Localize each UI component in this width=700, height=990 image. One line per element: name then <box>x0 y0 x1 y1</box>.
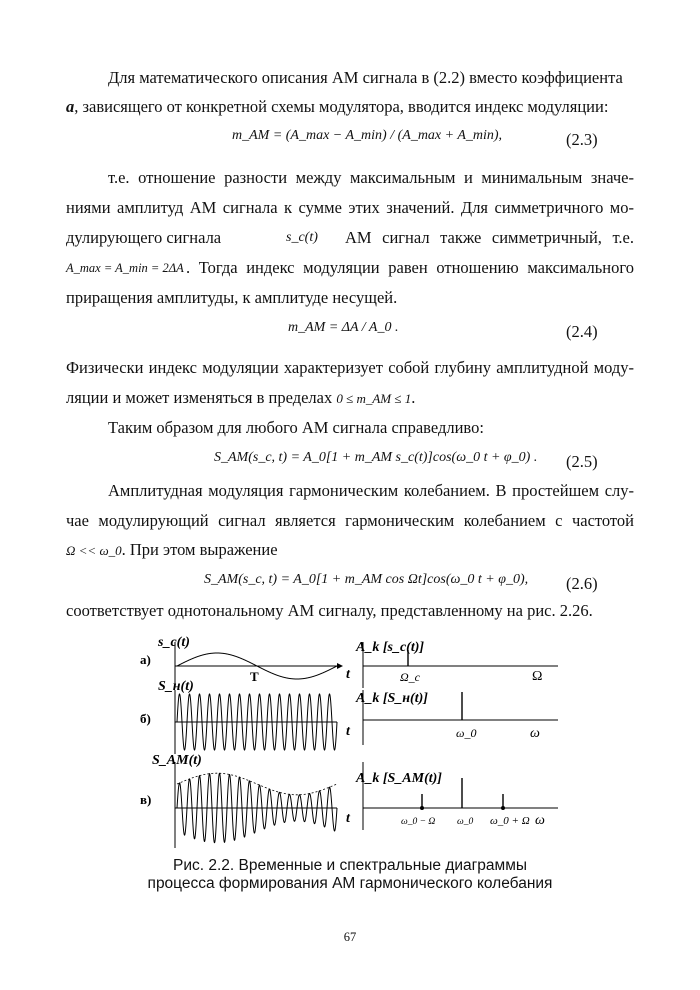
row-c-t-label: t <box>346 811 350 826</box>
equation-2-6-number: (2.6) <box>566 574 598 593</box>
page-number: 67 <box>343 930 357 944</box>
equation-2-3: m_AM = (A_max − A_min) / (A_max + A_min), <box>232 128 503 143</box>
row-b-label: б) <box>140 711 151 726</box>
paragraph-2-line-2: ниями амплитуд АМ сигнала к сумме этих значений. Для симметричного мо- <box>66 198 634 217</box>
paragraph-5-line-1: Амплитудная модуляция гармоническим колебанием. В простейшем слу- <box>108 481 634 500</box>
paragraph-5-line-2: чае модулирующий сигнал является гармоническим колебанием с частотой <box>66 511 634 530</box>
paragraph-3-line-2-end: . <box>411 388 416 407</box>
row-a-time-arrow <box>337 663 343 669</box>
modulation-range: 0 ≤ m_AM ≤ 1 <box>336 391 412 406</box>
equation-2-5-number: (2.5) <box>566 452 598 471</box>
row-c-spec-mark-upper: ω_0 + Ω <box>490 815 530 827</box>
row-c-upper-dot <box>501 806 505 810</box>
equation-2-3-number: (2.3) <box>566 130 598 149</box>
row-b-spec-ylabel: A_k [S_н(t)] <box>356 691 428 706</box>
row-c-label: в) <box>140 792 152 807</box>
row-a-spec-mark: Ω_c <box>400 670 421 684</box>
row-a-period-label: T <box>250 669 259 684</box>
frequency-condition: Ω << ω_0 <box>66 543 122 558</box>
equation-2-4-number: (2.4) <box>566 322 598 341</box>
row-a-time-ylabel: s_c(t) <box>158 635 190 650</box>
row-c-spec-axis-label: ω <box>535 813 545 828</box>
row-b-time-ylabel: S_н(t) <box>158 679 194 694</box>
row-c-spec-ylabel: A_k [S_AM(t)] <box>356 771 442 786</box>
equation-2-6: S_AM(s_c, t) = A_0[1 + m_AM cos Ωt]cos(ω_0 t + φ_0), <box>204 572 529 587</box>
row-a <box>140 635 558 688</box>
paragraph-3-line-2-text: ляции и может изменяться в пределах <box>66 388 333 407</box>
figure-caption-line-1: Рис. 2.2. Временные и спектральные диаграммы <box>172 857 527 874</box>
row-a-label: а) <box>140 652 151 667</box>
amplitude-equality: A_max = A_min = 2ΔA <box>66 261 184 275</box>
paragraph-2-line-4: . Тогда индекс модуляции равен отношению максимального <box>186 258 634 277</box>
paragraph-4-line-1: Таким образом для любого АМ сигнала справедливо: <box>108 418 484 437</box>
row-c-lower-dot <box>420 806 424 810</box>
paragraph-3-line-1: Физически индекс модуляции характеризует собой глубину амплитудной моду- <box>66 358 634 377</box>
row-c-time-ylabel: S_AM(t) <box>152 753 202 768</box>
row-c <box>140 753 558 848</box>
paragraph-2-line-3b: АМ сигнал также симметричный, т.е. <box>345 228 634 247</box>
row-b <box>140 679 558 754</box>
paragraph-5-line-3-text: . При этом выражение <box>121 540 278 559</box>
paragraph-1-line-2-text: , зависящего от конкретной схемы модулятора, вводится индекс модуляции: <box>74 97 609 116</box>
row-a-spec-ylabel: A_k [s_c(t)] <box>356 640 425 655</box>
paragraph-1-line-1: Для математического описания АМ сигнала в (2.2) вместо коэффициента <box>108 68 623 87</box>
row-c-spec-mark-lower: ω_0 − Ω <box>401 817 436 827</box>
signal-sc-t: s_c(t) <box>286 230 318 245</box>
row-b-spec-mark: ω_0 <box>456 726 477 740</box>
equation-2-4: m_AM = ΔA / A_0 . <box>288 320 399 335</box>
row-b-t-label: t <box>346 724 350 739</box>
row-b-spec-axis-label: ω <box>530 726 540 741</box>
row-a-t-label: t <box>346 667 350 682</box>
equation-2-5: S_AM(s_c, t) = A_0[1 + m_AM s_c(t)]cos(ω_0 t + φ_0) . <box>214 450 538 465</box>
paragraph-2-line-3a: дулирующего сигнала <box>66 228 222 247</box>
paragraph-2-line-5: приращения амплитуды, к амплитуде несущей. <box>66 288 398 307</box>
coefficient-a: a <box>66 97 75 116</box>
paragraph-2-line-1: т.е. отношение разности между максимальным и минимальным значе- <box>108 168 634 187</box>
figure-caption-line-2: процесса формирования АМ гармонического колебания <box>147 875 553 892</box>
paragraph-6-line-1: соответствует однотональному АМ сигналу, представленному на рис. 2.26. <box>66 601 593 620</box>
row-a-spec-axis-label: Ω <box>532 669 543 684</box>
row-c-spec-mark-carrier: ω_0 <box>457 817 474 827</box>
